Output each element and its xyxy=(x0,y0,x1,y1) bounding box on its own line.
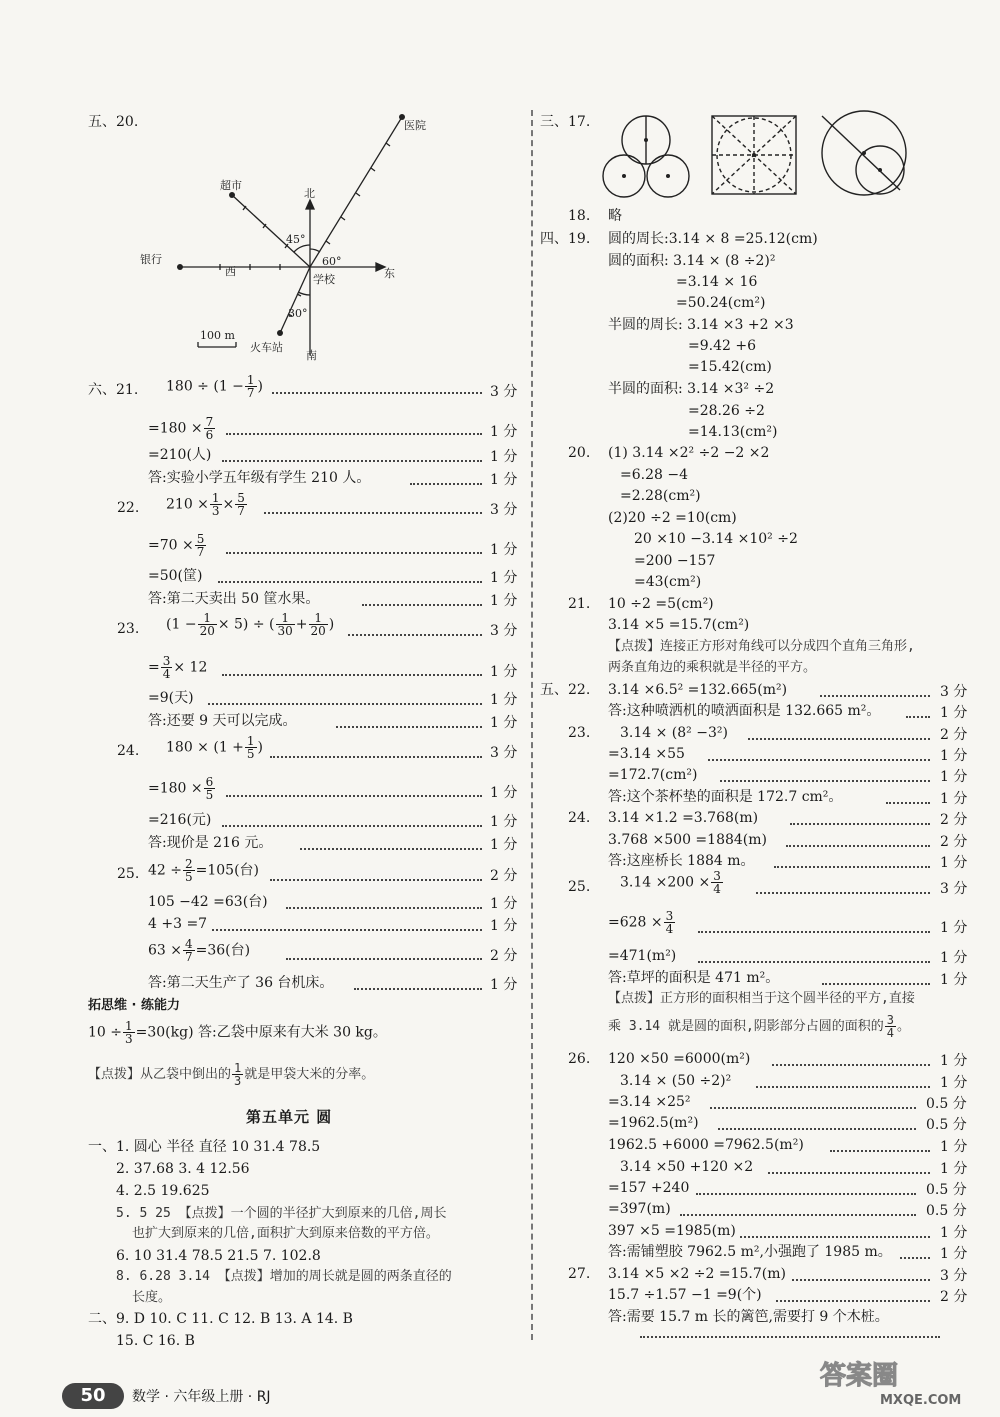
extension-tip: 【点拨】从乙袋中倒出的 $\frac{1}{3}$ 就是甲袋大米的分率。 xyxy=(88,1061,375,1088)
q24-label: 24. xyxy=(117,743,140,759)
q26r-line9: 397 ×5 =1985(m) xyxy=(608,1223,736,1239)
q26r-line4: =1962.5(m²) xyxy=(608,1115,699,1131)
q22-step2: =70 × $\frac{5}{7}$ xyxy=(148,532,205,559)
q23r-score1: 2 分 xyxy=(940,727,968,743)
label-scale: 100 m xyxy=(200,329,235,342)
q25-score1: 2 分 xyxy=(490,868,518,884)
q20-label: 五、20. xyxy=(88,114,139,130)
q25-score2: 1 分 xyxy=(490,896,518,912)
q23-score1: 3 分 xyxy=(490,623,518,639)
q23r-score3: 1 分 xyxy=(940,769,968,785)
q27r-score1: 3 分 xyxy=(940,1268,968,1284)
q25-answer: 答:第二天生产了 36 台机床。 xyxy=(148,975,334,991)
label-supermarket: 超市 xyxy=(220,179,242,192)
page-number-badge: 50 xyxy=(62,1383,124,1409)
unit5-line10: 15. C 16. B xyxy=(116,1333,195,1349)
q21r-tip1: 【点拨】连接正方形对角线可以分成四个直角三角形, xyxy=(608,639,915,654)
q26r-line3: =3.14 ×25² xyxy=(608,1094,691,1110)
q26r-line1: 120 ×50 =6000(m²) xyxy=(608,1051,751,1067)
q22-score2: 1 分 xyxy=(490,542,518,558)
unit5-line1: 一、1. 圆心 半径 直径 10 31.4 78.5 xyxy=(88,1139,321,1155)
label-hospital: 医院 xyxy=(404,119,426,132)
q23-step1: (1 − $\frac{1}{20}$ × 5) ÷ ( $\frac{1}{30}$ + $\frac{1}{20}$ ) xyxy=(166,611,335,638)
q24-score1: 3 分 xyxy=(490,745,518,761)
q25r-tip1: 【点拨】正方形的面积相当于这个圆半径的平方,直接 xyxy=(608,991,915,1006)
q26r-line6: 3.14 ×50 +120 ×2 xyxy=(620,1159,754,1175)
q25-step1: 42 ÷ $\frac{2}{5}$ =105(台) xyxy=(148,857,260,884)
q19-line3: =3.14 × 16 xyxy=(676,274,758,290)
q20r-line5: 20 ×10 −3.14 ×10² ÷2 xyxy=(634,531,798,547)
q24r-label: 24. xyxy=(568,810,591,826)
q21-answer: 答:实验小学五年级有学生 210 人。 xyxy=(148,470,371,486)
q25r-line2: =628 × $\frac{3}{4}$ xyxy=(608,909,674,936)
q19-label: 四、19. xyxy=(540,231,591,247)
q23-score2: 1 分 xyxy=(490,664,518,680)
q27r-line2: 15.7 ÷1.57 −1 =9(个) xyxy=(608,1287,762,1303)
q23-label: 23. xyxy=(117,621,140,637)
q25r-score2: 1 分 xyxy=(940,920,968,936)
q22-score1: 3 分 xyxy=(490,502,518,518)
q25-score3: 1 分 xyxy=(490,918,518,934)
q20r-line7: =43(cm²) xyxy=(634,574,702,590)
q24r-score2: 2 分 xyxy=(940,834,968,850)
q26r-score2: 1 分 xyxy=(940,1075,968,1091)
q25r-score1: 3 分 xyxy=(940,881,968,897)
q24-answer: 答:现价是 216 元。 xyxy=(148,835,273,851)
unit5-line7: 8. 6.28 3.14 【点拨】增加的周长就是圆的两条直径的 xyxy=(116,1269,452,1284)
q22-answer: 答:第二天卖出 50 筐水果。 xyxy=(148,591,320,607)
q23r-line2: =3.14 ×55 xyxy=(608,746,685,762)
q23-answer: 答:还要 9 天可以完成。 xyxy=(148,713,297,729)
q20r-line1: (1) 3.14 ×2² ÷2 −2 ×2 xyxy=(608,445,770,461)
unit5-line9: 二、9. D 10. C 11. C 12. B 13. A 14. B xyxy=(88,1311,353,1327)
q26r-score4: 0.5 分 xyxy=(926,1117,967,1133)
q21r-tip2: 两条直角边的乘积就是半径的平方。 xyxy=(608,660,817,675)
q18-label: 18. xyxy=(568,208,591,224)
q25r-line4: 答:草坪的面积是 471 m²。 xyxy=(608,970,780,986)
q26r-score3: 0.5 分 xyxy=(926,1096,967,1112)
unit5-line3: 4. 2.5 19.625 xyxy=(116,1183,210,1199)
q25-step3: 4 +3 =7 xyxy=(148,916,208,932)
q19-line1: 圆的周长:3.14 × 8 =25.12(cm) xyxy=(608,231,818,247)
q21-step3: =210(人) xyxy=(148,447,212,463)
label-south: 南 xyxy=(306,349,317,362)
q21r-line2: 3.14 ×5 =15.7(cm²) xyxy=(608,617,750,633)
unit5-line5: 也扩大到原来的几倍,面积扩大到原来倍数的平方倍。 xyxy=(132,1226,439,1241)
footer-title: 数学 · 六年级上册 · RJ xyxy=(132,1389,271,1405)
q27r-label: 27. xyxy=(568,1266,591,1282)
q23-step3: =9(天) xyxy=(148,690,194,706)
extension-title: 拓思维 · 练能力 xyxy=(88,998,180,1013)
q21-score2: 1 分 xyxy=(490,424,518,440)
label-bank: 银行 xyxy=(140,253,162,266)
q18-text: 略 xyxy=(608,208,622,224)
q22r-line2: 答:这种喷洒机的喷洒面积是 132.665 m²。 xyxy=(608,703,881,719)
q22-score3: 1 分 xyxy=(490,570,518,586)
q26r-score5: 1 分 xyxy=(940,1139,968,1155)
direction-diagram xyxy=(140,105,426,365)
label-angle-45: 45° xyxy=(286,233,306,246)
label-angle-60: 60° xyxy=(322,255,342,268)
q20r-line2: =6.28 −4 xyxy=(620,467,688,483)
unit5-line2: 2. 37.68 3. 4 12.56 xyxy=(116,1161,250,1177)
label-school: 学校 xyxy=(313,273,335,286)
unit5-title: 第五单元 圆 xyxy=(246,1108,333,1126)
q21-step1: 180 ÷ (1 − $\frac{1}{7}$ ) xyxy=(166,373,264,400)
q21r-label: 21. xyxy=(568,596,591,612)
q26r-score6: 1 分 xyxy=(940,1161,968,1177)
q25-score4: 2 分 xyxy=(490,948,518,964)
label-east: 东 xyxy=(384,267,395,280)
q19-line2: 圆的面积: 3.14 × (8 ÷2)² xyxy=(608,253,776,269)
q20r-line4: (2)20 ÷2 =10(cm) xyxy=(608,510,737,526)
q26r-score7: 0.5 分 xyxy=(926,1182,967,1198)
q24r-line3: 答:这座桥长 1884 m。 xyxy=(608,853,755,869)
q24r-line2: 3.768 ×500 =1884(m) xyxy=(608,832,767,848)
q22r-label: 五、22. xyxy=(540,682,591,698)
q26r-label: 26. xyxy=(568,1051,591,1067)
q21-score1: 3 分 xyxy=(490,384,518,400)
watermark-logo: 答案圈 xyxy=(820,1361,899,1391)
q26r-line10: 答:需铺塑胶 7962.5 m²,小强跑了 1985 m。 xyxy=(608,1244,892,1260)
unit5-line8: 长度。 xyxy=(132,1290,172,1305)
q23r-score4: 1 分 xyxy=(940,791,968,807)
q21-score3: 1 分 xyxy=(490,449,518,465)
q24-score2: 1 分 xyxy=(490,785,518,801)
q26r-line2: 3.14 × (50 ÷2)² xyxy=(620,1073,732,1089)
q21r-line1: 10 ÷2 =5(cm²) xyxy=(608,596,714,612)
q24-score3: 1 分 xyxy=(490,814,518,830)
q24r-line1: 3.14 ×1.2 =3.768(m) xyxy=(608,810,759,826)
q19-line6: =9.42 +6 xyxy=(688,338,756,354)
q22-step3: =50(筐) xyxy=(148,568,203,584)
q20r-label: 20. xyxy=(568,445,591,461)
q23r-line3: =172.7(cm²) xyxy=(608,767,698,783)
q19-line8: 半圆的面积: 3.14 ×3² ÷2 xyxy=(608,381,775,397)
unit5-line4: 5. 5 25 【点拨】一个圆的半径扩大到原来的几倍,周长 xyxy=(116,1206,447,1221)
q23-score4: 1 分 xyxy=(490,715,518,731)
q26r-score1: 1 分 xyxy=(940,1053,968,1069)
q26r-line7: =157 +240 xyxy=(608,1180,690,1196)
q25r-label: 25. xyxy=(568,879,591,895)
q23r-score2: 1 分 xyxy=(940,748,968,764)
q17-figures xyxy=(600,108,930,203)
q25r-line3: =471(m²) xyxy=(608,948,677,964)
label-north: 北 xyxy=(304,187,315,200)
label-station: 火车站 xyxy=(250,341,283,354)
q26r-score9: 1 分 xyxy=(940,1225,968,1241)
unit5-line6: 6. 10 31.4 78.5 21.5 7. 102.8 xyxy=(116,1248,321,1264)
q22r-line1: 3.14 ×6.5² =132.665(m²) xyxy=(608,682,788,698)
q23-step2: = $\frac{3}{4}$ × 12 xyxy=(148,654,208,681)
q21-label: 六、21. xyxy=(88,382,139,398)
q24r-score1: 2 分 xyxy=(940,812,968,828)
q19-line4: =50.24(cm²) xyxy=(676,295,766,311)
q25-step4: 63 × $\frac{4}{7}$ =36(台) xyxy=(148,937,251,964)
q27r-score2: 2 分 xyxy=(940,1289,968,1305)
q21-step2: =180 × $\frac{7}{6}$ xyxy=(148,415,214,442)
q23-score3: 1 分 xyxy=(490,692,518,708)
q20r-line6: =200 −157 xyxy=(634,553,716,569)
q25r-score3: 1 分 xyxy=(940,950,968,966)
q17-label: 三、17. xyxy=(540,114,591,130)
q25r-score4: 1 分 xyxy=(940,972,968,988)
q27r-line1: 3.14 ×5 ×2 ÷2 =15.7(m) xyxy=(608,1266,786,1282)
q26r-line5: 1962.5 +6000 =7962.5(m²) xyxy=(608,1137,804,1153)
label-angle-30: 30° xyxy=(288,307,308,320)
q22-step1: 210 × $\frac{1}{3}$ × $\frac{5}{7}$ xyxy=(166,491,245,518)
q22r-score1: 3 分 xyxy=(940,684,968,700)
q25-score5: 1 分 xyxy=(490,977,518,993)
q19-line9: =28.26 ÷2 xyxy=(688,403,765,419)
q24-step3: =216(元) xyxy=(148,812,212,828)
extension-solution: 10 ÷ $\frac{1}{3}$ =30(kg) 答:乙袋中原来有大米 30 kg。 xyxy=(88,1019,387,1046)
q25-step2: 105 −42 =63(台) xyxy=(148,894,268,910)
q19-line10: =14.13(cm²) xyxy=(688,424,778,440)
q19-line5: 半圆的周长: 3.14 ×3 +2 ×3 xyxy=(608,317,794,333)
q23r-label: 23. xyxy=(568,725,591,741)
q21-score4: 1 分 xyxy=(490,472,518,488)
watermark-url: MXQE.COM xyxy=(880,1393,962,1408)
q22-label: 22. xyxy=(117,500,140,516)
q22r-score2: 1 分 xyxy=(940,705,968,721)
q19-line7: =15.42(cm) xyxy=(688,359,772,375)
column-divider xyxy=(531,110,533,1340)
q22-score4: 1 分 xyxy=(490,593,518,609)
q25r-tip2: 乘 3.14 就是圆的面积,阴影部分占圆的面积的 $\frac{3}{4}$ 。 xyxy=(608,1013,911,1040)
q27r-line3: 答:需要 15.7 m 长的篱笆,需要打 9 个木桩。 xyxy=(608,1309,889,1325)
q25r-line1: 3.14 ×200 × $\frac{3}{4}$ xyxy=(620,869,721,896)
q24-score4: 1 分 xyxy=(490,837,518,853)
label-west: 西 xyxy=(225,265,236,278)
q26r-line8: =397(m) xyxy=(608,1201,671,1217)
q26r-score8: 0.5 分 xyxy=(926,1203,967,1219)
q23r-line1: 3.14 × (8² −3²) xyxy=(620,725,728,741)
q26r-score10: 1 分 xyxy=(940,1246,968,1262)
q20r-line3: =2.28(cm²) xyxy=(620,488,701,504)
q24-step1: 180 × (1 + $\frac{1}{5}$ ) xyxy=(166,734,264,761)
q24-step2: =180 × $\frac{6}{5}$ xyxy=(148,775,214,802)
q24r-score3: 1 分 xyxy=(940,855,968,871)
q23r-line4: 答:这个茶杯垫的面积是 172.7 cm²。 xyxy=(608,789,843,805)
q25-label: 25. xyxy=(117,866,140,882)
